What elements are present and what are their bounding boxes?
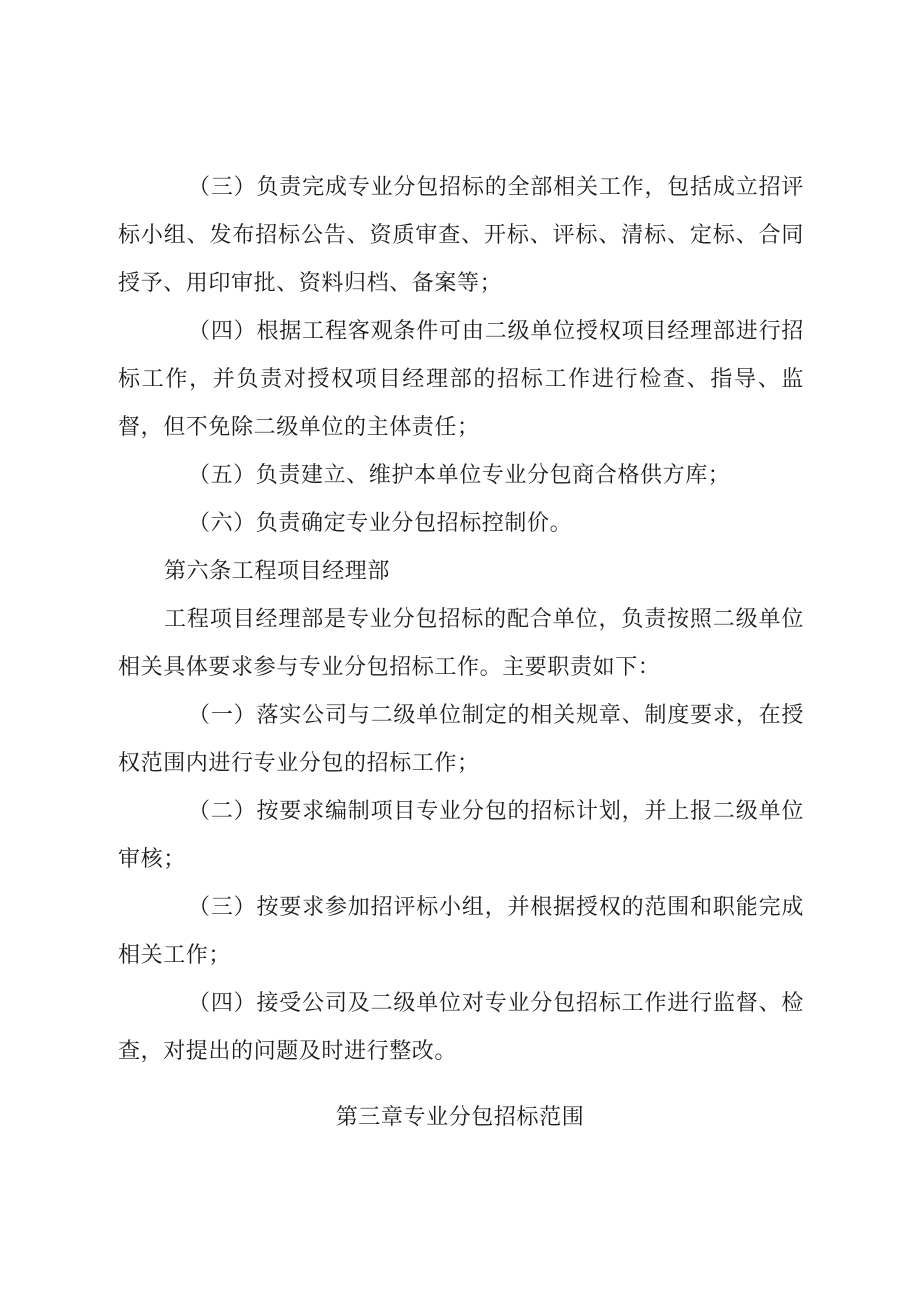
paragraph-project-duty-3: （三）按要求参加招评标小组，并根据授权的范围和职能完成相关工作； [118,895,804,968]
paragraph-duty-3: （三）负责完成专业分包招标的全部相关工作，包括成立招评标小组、发布招标公告、资质审查、开标、评标、清标、定标、合同授予、用印审批、资料归档、备案等； [118,175,804,296]
paragraph-duty-4: （四）根据工程客观条件可由二级单位授权项目经理部进行招标工作，并负责对授权项目经理部的招标工作进行检查、指导、监督，但不免除二级单位的主体责任； [118,319,804,440]
paragraph-project-dept-intro: 工程项目经理部是专业分包招标的配合单位，负责按照二级单位相关具体要求参与专业分包招标工作。主要职责如下： [118,607,804,680]
document-body [118,164,804,1076]
chapter-heading: 第三章专业分包招标范围 [335,1105,585,1130]
paragraph-project-duty-2: （二）按要求编制项目专业分包的招标计划，并上报二级单位审核； [118,799,804,872]
paragraph-project-duty-1: （一）落实公司与二级单位制定的相关规章、制度要求，在授权范围内进行专业分包的招标工作； [118,703,804,776]
paragraph-duty-5: （五）负责建立、维护本单位专业分包商合格供方库； [188,463,731,488]
article-heading-6: 第六条工程项目经理部 [164,559,391,584]
paragraph-project-duty-4: （四）接受公司及二级单位对专业分包招标工作进行监督、检查，对提出的问题及时进行整改。 [118,991,804,1064]
paragraph-duty-6: （六）负责确定专业分包招标控制价。 [188,511,573,536]
